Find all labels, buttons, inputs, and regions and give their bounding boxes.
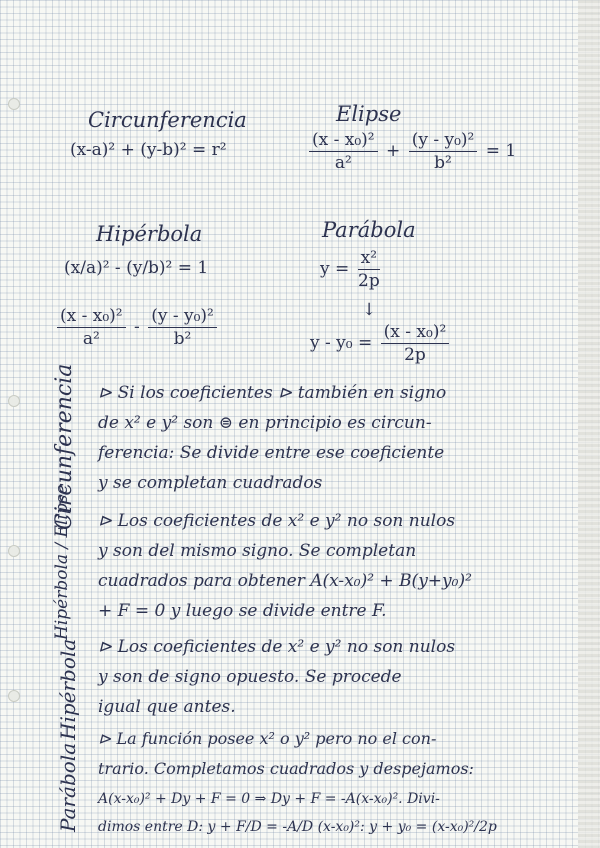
note-elipse-line3: cuadrados para obtener A(x-x₀)² + B(y+y₀)² — [98, 571, 472, 591]
elipse-den1: a² — [334, 153, 352, 173]
par-lhs2: y - y₀ = — [310, 333, 373, 353]
parabola-arrow: ↓ — [362, 300, 377, 320]
binder-hole — [8, 545, 20, 557]
parabola-equation-shifted — [310, 322, 452, 365]
note-elipse-line2: y son del mismo signo. Se completan — [98, 541, 417, 561]
hip-minus: - — [134, 317, 140, 337]
hiperbola-equation: (x/a)² - (y/b)² = 1 — [64, 258, 209, 278]
elipse-plus: + — [386, 141, 401, 161]
note-elipse-line4: + F = 0 y luego se divide entre F. — [98, 601, 387, 621]
elipse-equation — [306, 130, 516, 173]
par-num2: (x - x₀)² — [381, 322, 450, 344]
binder-hole — [8, 395, 20, 407]
hip-num1: (x - x₀)² — [57, 306, 126, 328]
note-hiperbola-line1: ⊳ Los coeficientes de x² e y² no son nulos — [98, 637, 456, 657]
note-parabola-line2: trario. Completamos cuadrados y despejamos: — [98, 759, 474, 778]
note-hiperbola-line3: igual que antes. — [98, 697, 236, 717]
elipse-rhs: = 1 — [485, 141, 517, 161]
hip-den1: a² — [82, 329, 100, 349]
elipse-num2: (y - y₀)² — [409, 130, 478, 152]
hiperbola-equation-shifted — [54, 306, 220, 349]
elipse-title: Elipse — [336, 102, 402, 126]
side-label-circunferencia: Circunferencia — [52, 363, 77, 530]
circunferencia-equation: (x-a)² + (y-b)² = r² — [70, 140, 227, 160]
circunferencia-title: Circunferencia — [88, 108, 247, 132]
parabola-equation — [320, 248, 383, 291]
note-elipse-line1: ⊳ Los coeficientes de x² e y² no son nulos — [98, 511, 456, 531]
note-hiperbola-line2: y son de signo opuesto. Se procede — [98, 667, 402, 687]
side-label-hiperbola: Hipérbola — [56, 638, 80, 740]
elipse-den2: b² — [434, 153, 452, 173]
side-label-hiperbola-elipse: Hipérbola / Elipse — [52, 484, 72, 640]
binder-hole — [8, 690, 20, 702]
hip-den2: b² — [173, 329, 192, 349]
binder-hole — [8, 98, 20, 110]
note-parabola-line4: dimos entre D: y + F/D = -A/D (x-x₀)²: y + y₀ = (x-x₀)²/2p — [98, 819, 497, 835]
note-circ-line1: ⊳ Si los coeficientes ⊳ también en signo — [98, 383, 447, 403]
hip-num2: (y - y₀)² — [148, 306, 217, 328]
page-edge — [578, 0, 600, 848]
note-circ-line2: de x² e y² son ⊜ en principio es circun- — [98, 413, 432, 433]
note-circ-line3: ferencia: Se divide entre ese coeficiente — [98, 443, 445, 463]
hiperbola-title: Hipérbola — [96, 222, 203, 246]
par-lhs: y = — [320, 259, 350, 279]
par-den: 2p — [358, 271, 380, 291]
par-num: x² — [358, 248, 380, 270]
note-parabola-line1: ⊳ La función posee x² o y² pero no el con- — [98, 729, 437, 748]
note-parabola-line3: A(x-x₀)² + Dy + F = 0 ⇒ Dy + F = -A(x-x₀)². Divi- — [98, 791, 440, 807]
par-den2: 2p — [404, 345, 426, 365]
elipse-num1: (x - x₀)² — [309, 130, 378, 152]
side-label-parabola: Parábola — [56, 742, 80, 832]
note-circ-line4: y se completan cuadrados — [98, 473, 323, 493]
parabola-title: Parábola — [322, 218, 416, 242]
